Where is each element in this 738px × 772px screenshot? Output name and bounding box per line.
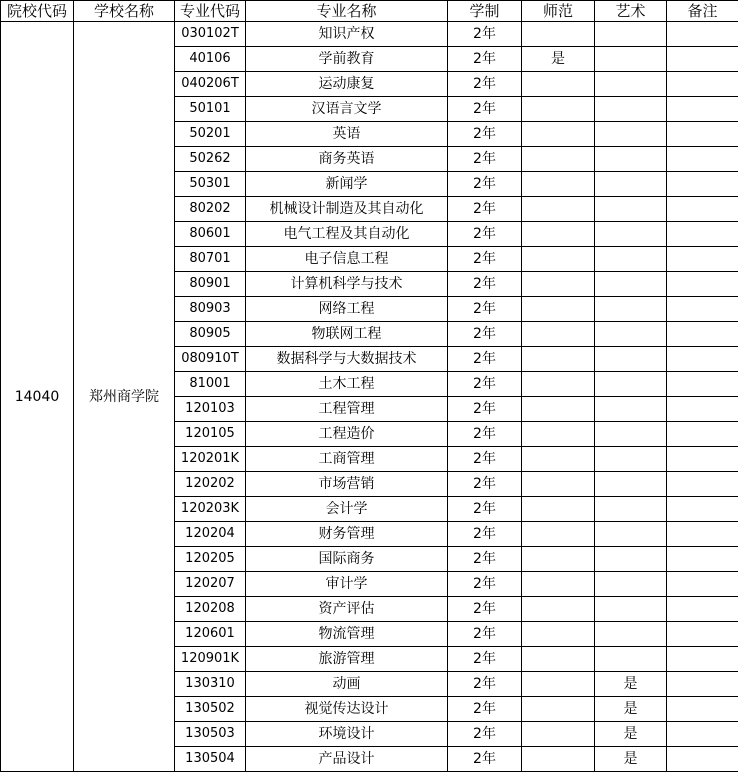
major-code-cell: 80905 [175, 322, 246, 347]
major-code-cell: 50301 [175, 172, 246, 197]
major-code-cell: 80901 [175, 272, 246, 297]
major-code-cell: 130502 [175, 697, 246, 722]
normal-cell [522, 22, 595, 47]
major-code-cell: 120105 [175, 422, 246, 447]
remark-cell [667, 97, 738, 122]
remark-cell [667, 47, 738, 72]
art-cell [595, 647, 667, 672]
duration-cell: 2年 [448, 597, 522, 622]
duration-cell: 2年 [448, 347, 522, 372]
header-school-code: 院校代码 [1, 1, 74, 22]
major-code-cell: 80202 [175, 197, 246, 222]
major-name-cell: 动画 [246, 672, 448, 697]
duration-cell: 2年 [448, 572, 522, 597]
duration-cell: 2年 [448, 72, 522, 97]
major-code-cell: 81001 [175, 372, 246, 397]
major-code-cell: 040206T [175, 72, 246, 97]
normal-cell [522, 472, 595, 497]
major-name-cell: 审计学 [246, 572, 448, 597]
major-name-cell: 工程造价 [246, 422, 448, 447]
major-code-cell: 120103 [175, 397, 246, 422]
major-name-cell: 会计学 [246, 497, 448, 522]
duration-cell: 2年 [448, 497, 522, 522]
header-duration: 学制 [448, 1, 522, 22]
major-name-cell: 土木工程 [246, 372, 448, 397]
normal-cell [522, 547, 595, 572]
major-code-cell: 40106 [175, 47, 246, 72]
duration-cell: 2年 [448, 147, 522, 172]
normal-cell [522, 522, 595, 547]
art-cell [595, 247, 667, 272]
major-code-cell: 80601 [175, 222, 246, 247]
remark-cell [667, 547, 738, 572]
major-code-cell: 080910T [175, 347, 246, 372]
major-code-cell: 120207 [175, 572, 246, 597]
remark-cell [667, 297, 738, 322]
major-code-cell: 130310 [175, 672, 246, 697]
major-name-cell: 电气工程及其自动化 [246, 222, 448, 247]
normal-cell [522, 447, 595, 472]
remark-cell [667, 372, 738, 397]
header-row [1, 1, 738, 22]
major-name-cell: 视觉传达设计 [246, 697, 448, 722]
major-name-cell: 财务管理 [246, 522, 448, 547]
major-name-cell: 商务英语 [246, 147, 448, 172]
remark-cell [667, 697, 738, 722]
art-cell [595, 122, 667, 147]
art-cell [595, 597, 667, 622]
normal-cell [522, 147, 595, 172]
normal-cell [522, 497, 595, 522]
remark-cell [667, 747, 738, 772]
remark-cell [667, 72, 738, 97]
major-name-cell: 物联网工程 [246, 322, 448, 347]
duration-cell: 2年 [448, 522, 522, 547]
normal-cell [522, 197, 595, 222]
remark-cell [667, 672, 738, 697]
duration-cell: 2年 [448, 647, 522, 672]
major-name-cell: 学前教育 [246, 47, 448, 72]
remark-cell [667, 397, 738, 422]
duration-cell: 2年 [448, 322, 522, 347]
major-code-cell: 120202 [175, 472, 246, 497]
header-art: 艺术 [595, 1, 667, 22]
normal-cell [522, 647, 595, 672]
major-code-cell: 120204 [175, 522, 246, 547]
major-code-cell: 120203K [175, 497, 246, 522]
art-cell [595, 272, 667, 297]
school-code-cell: 14040 [1, 22, 74, 772]
art-cell [595, 147, 667, 172]
remark-cell [667, 497, 738, 522]
art-cell [595, 622, 667, 647]
normal-cell [522, 397, 595, 422]
duration-cell: 2年 [448, 447, 522, 472]
art-cell [595, 397, 667, 422]
art-cell [595, 222, 667, 247]
art-cell [595, 472, 667, 497]
major-name-cell: 计算机科学与技术 [246, 272, 448, 297]
normal-cell [522, 347, 595, 372]
duration-cell: 2年 [448, 247, 522, 272]
duration-cell: 2年 [448, 47, 522, 72]
duration-cell: 2年 [448, 197, 522, 222]
duration-cell: 2年 [448, 97, 522, 122]
remark-cell [667, 472, 738, 497]
normal-cell [522, 247, 595, 272]
duration-cell: 2年 [448, 222, 522, 247]
art-cell [595, 172, 667, 197]
art-cell [595, 422, 667, 447]
art-cell [595, 72, 667, 97]
art-cell: 是 [595, 697, 667, 722]
art-cell [595, 372, 667, 397]
normal-cell [522, 297, 595, 322]
duration-cell: 2年 [448, 672, 522, 697]
duration-cell: 2年 [448, 622, 522, 647]
art-cell [595, 97, 667, 122]
art-cell: 是 [595, 672, 667, 697]
remark-cell [667, 247, 738, 272]
major-name-cell: 电子信息工程 [246, 247, 448, 272]
remark-cell [667, 522, 738, 547]
duration-cell: 2年 [448, 397, 522, 422]
normal-cell [522, 322, 595, 347]
art-cell [595, 547, 667, 572]
major-code-cell: 120601 [175, 622, 246, 647]
art-cell [595, 572, 667, 597]
major-code-cell: 50101 [175, 97, 246, 122]
major-name-cell: 数据科学与大数据技术 [246, 347, 448, 372]
normal-cell [522, 222, 595, 247]
remark-cell [667, 222, 738, 247]
art-cell: 是 [595, 747, 667, 772]
major-code-cell: 130504 [175, 747, 246, 772]
school-name-cell: 郑州商学院 [74, 22, 175, 772]
remark-cell [667, 597, 738, 622]
normal-cell [522, 747, 595, 772]
major-name-cell: 网络工程 [246, 297, 448, 322]
remark-cell [667, 447, 738, 472]
normal-cell [522, 422, 595, 447]
remark-cell [667, 422, 738, 447]
duration-cell: 2年 [448, 122, 522, 147]
table-row [1, 22, 738, 47]
normal-cell [522, 697, 595, 722]
normal-cell [522, 122, 595, 147]
major-name-cell: 运动康复 [246, 72, 448, 97]
header-normal: 师范 [522, 1, 595, 22]
normal-cell [522, 372, 595, 397]
remark-cell [667, 722, 738, 747]
normal-cell [522, 672, 595, 697]
major-name-cell: 新闻学 [246, 172, 448, 197]
art-cell [595, 497, 667, 522]
duration-cell: 2年 [448, 272, 522, 297]
normal-cell: 是 [522, 47, 595, 72]
remark-cell [667, 272, 738, 297]
major-code-cell: 120901K [175, 647, 246, 672]
major-code-cell: 120201K [175, 447, 246, 472]
remark-cell [667, 147, 738, 172]
normal-cell [522, 172, 595, 197]
art-cell [595, 347, 667, 372]
remark-cell [667, 622, 738, 647]
remark-cell [667, 572, 738, 597]
duration-cell: 2年 [448, 747, 522, 772]
major-code-cell: 120205 [175, 547, 246, 572]
major-name-cell: 资产评估 [246, 597, 448, 622]
art-cell [595, 522, 667, 547]
art-cell [595, 322, 667, 347]
table-body [1, 22, 738, 772]
major-name-cell: 汉语言文学 [246, 97, 448, 122]
header-major-code: 专业代码 [175, 1, 246, 22]
duration-cell: 2年 [448, 422, 522, 447]
art-cell [595, 22, 667, 47]
header-major-name: 专业名称 [246, 1, 448, 22]
art-cell [595, 47, 667, 72]
art-cell [595, 447, 667, 472]
duration-cell: 2年 [448, 697, 522, 722]
normal-cell [522, 597, 595, 622]
major-name-cell: 市场营销 [246, 472, 448, 497]
remark-cell [667, 322, 738, 347]
major-name-cell: 工程管理 [246, 397, 448, 422]
remark-cell [667, 647, 738, 672]
duration-cell: 2年 [448, 172, 522, 197]
major-name-cell: 机械设计制造及其自动化 [246, 197, 448, 222]
major-code-cell: 50201 [175, 122, 246, 147]
header-remark: 备注 [667, 1, 738, 22]
normal-cell [522, 272, 595, 297]
major-code-cell: 80903 [175, 297, 246, 322]
duration-cell: 2年 [448, 297, 522, 322]
major-name-cell: 旅游管理 [246, 647, 448, 672]
normal-cell [522, 722, 595, 747]
duration-cell: 2年 [448, 547, 522, 572]
major-code-cell: 120208 [175, 597, 246, 622]
duration-cell: 2年 [448, 472, 522, 497]
duration-cell: 2年 [448, 22, 522, 47]
major-name-cell: 国际商务 [246, 547, 448, 572]
header-school-name: 学校名称 [74, 1, 175, 22]
major-code-cell: 030102T [175, 22, 246, 47]
normal-cell [522, 622, 595, 647]
major-name-cell: 产品设计 [246, 747, 448, 772]
normal-cell [522, 572, 595, 597]
major-name-cell: 环境设计 [246, 722, 448, 747]
art-cell [595, 197, 667, 222]
major-name-cell: 物流管理 [246, 622, 448, 647]
remark-cell [667, 22, 738, 47]
remark-cell [667, 197, 738, 222]
major-name-cell: 英语 [246, 122, 448, 147]
major-name-cell: 工商管理 [246, 447, 448, 472]
major-name-cell: 知识产权 [246, 22, 448, 47]
remark-cell [667, 172, 738, 197]
duration-cell: 2年 [448, 372, 522, 397]
remark-cell [667, 122, 738, 147]
major-code-cell: 130503 [175, 722, 246, 747]
remark-cell [667, 347, 738, 372]
normal-cell [522, 97, 595, 122]
duration-cell: 2年 [448, 722, 522, 747]
art-cell [595, 297, 667, 322]
art-cell: 是 [595, 722, 667, 747]
major-code-cell: 50262 [175, 147, 246, 172]
normal-cell [522, 72, 595, 97]
major-code-cell: 80701 [175, 247, 246, 272]
